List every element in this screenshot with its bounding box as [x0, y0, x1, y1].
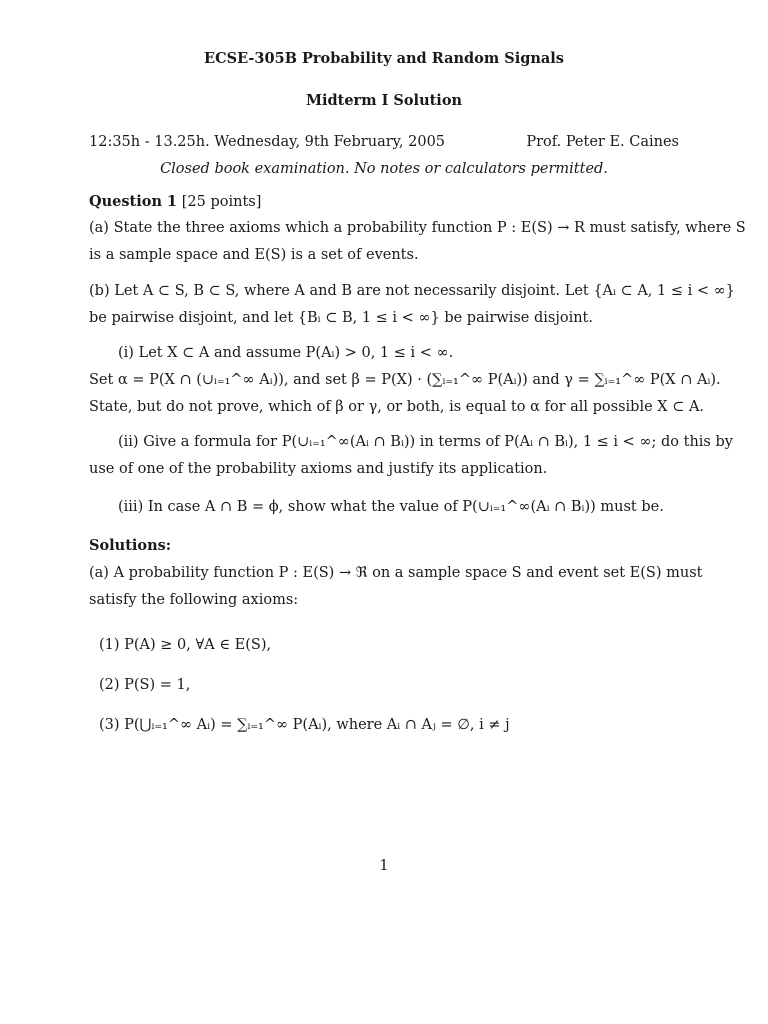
question-label: Question 1	[89, 193, 178, 210]
instructor-name: Prof. Peter E. Caines	[526, 134, 679, 150]
question-heading	[89, 193, 679, 210]
question-part-b-iii: (iii) In case A ∩ B = ϕ, show what the value of P(∪ᵢ₌₁^∞(Aᵢ ∩ Bᵢ)) must be.	[118, 499, 664, 515]
question-part-a-line2: is a sample space and E(S) is a set of events.	[89, 247, 419, 263]
question-part-b-ii-line2: use of one of the probability axioms and justify its application.	[89, 461, 548, 477]
question-part-b-line1: (b) Let A ⊂ S, B ⊂ S, where A and B are not necessarily disjoint. Let {Aᵢ ⊂ A, 1 ≤ i < ∞}	[89, 283, 735, 299]
axiom-3: (3) P(⋃ᵢ₌₁^∞ Aᵢ) = ∑ᵢ₌₁^∞ P(Aᵢ), where Aᵢ ∩ Aⱼ = ∅, i ≠ j	[99, 717, 510, 733]
exam-info-row	[89, 134, 679, 150]
question-part-a-line1: (a) State the three axioms which a probability function P : E(S) → R must satisfy, where S	[89, 220, 746, 236]
axiom-1: (1) P(A) ≥ 0, ∀A ∈ E(S),	[99, 637, 272, 653]
solutions-heading: Solutions:	[89, 537, 172, 554]
question-part-b-ii-line1: (ii) Give a formula for P(∪ᵢ₌₁^∞(Aᵢ ∩ Bᵢ)) in terms of P(Aᵢ ∩ Bᵢ), 1 ≤ i < ∞; do this by	[118, 434, 733, 450]
question-part-b-i-line2: Set α = P(X ∩ (∪ᵢ₌₁^∞ Aᵢ)), and set β = P(X) · (∑ᵢ₌₁^∞ P(Aᵢ)) and γ = ∑ᵢ₌₁^∞ P(X ∩ Aᵢ).	[89, 372, 721, 388]
question-points: [25 points]	[181, 194, 262, 210]
course-title: ECSE-305B Probability and Random Signals	[204, 50, 564, 67]
exam-title: Midterm I Solution	[305, 92, 463, 109]
axiom-2: (2) P(S) = 1,	[99, 677, 191, 693]
solution-part-a-line2: satisfy the following axioms:	[89, 592, 299, 608]
exam-datetime: 12:35h - 13.25h. Wednesday, 9th February, 2005	[89, 134, 446, 150]
question-part-b-i-line1: (i) Let X ⊂ A and assume P(Aᵢ) > 0, 1 ≤ i < ∞.	[118, 345, 454, 361]
question-part-b-i-line3: State, but do not prove, which of β or γ, or both, is equal to α for all possible X ⊂ A.	[89, 399, 705, 415]
question-part-b-line2: be pairwise disjoint, and let {Bᵢ ⊂ B, 1 ≤ i < ∞} be pairwise disjoint.	[89, 310, 593, 326]
exam-instructions: Closed book examination. No notes or calculators permitted.	[160, 161, 608, 177]
page-number: 1	[379, 858, 389, 874]
solution-part-a-line1: (a) A probability function P : E(S) → ℜ on a sample space S and event set E(S) must	[89, 565, 703, 581]
